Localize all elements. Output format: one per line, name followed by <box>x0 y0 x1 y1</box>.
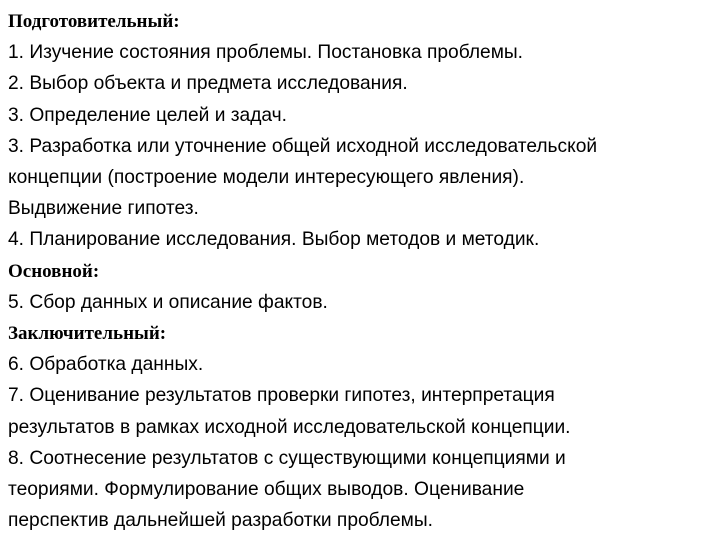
main-item-line: 5. Сбор данных и описание фактов. <box>8 291 328 313</box>
final-item-line: теориями. Формулирование общих выводов. Оценивание <box>8 479 525 501</box>
final-item-line: результатов в рамках исходной исследовательской концепции. <box>8 416 571 438</box>
final-item-line: перспектив дальнейшей разработки проблемы. <box>8 510 433 532</box>
prep-item-line: 2. Выбор объекта и предмета исследования. <box>8 73 408 95</box>
research-stages-text <box>8 6 708 536</box>
prep-item-line: Выдвижение гипотез. <box>8 198 199 220</box>
final-item-line: 6. Обработка данных. <box>8 354 204 376</box>
prep-item-line: 3. Определение целей и задач. <box>8 104 287 126</box>
prep-item-line: 1. Изучение состояния проблемы. Постановка проблемы. <box>8 42 524 64</box>
prep-item-line: 3. Разработка или уточнение общей исходной исследовательской <box>8 135 598 157</box>
prep-stage-heading: Подготовительный: <box>8 11 180 32</box>
final-stage-heading: Заключительный: <box>8 323 167 345</box>
main-stage-heading: Основной: <box>8 260 100 282</box>
prep-item-line: концепции (построение модели интересующего явления). <box>8 167 525 189</box>
prep-item-line: 4. Планирование исследования. Выбор методов и методик. <box>8 229 540 251</box>
final-item-line: 8. Соотнесение результатов с существующими концепциями и <box>8 447 566 469</box>
final-item-line: 7. Оценивание результатов проверки гипотез, интерпретация <box>8 385 555 407</box>
